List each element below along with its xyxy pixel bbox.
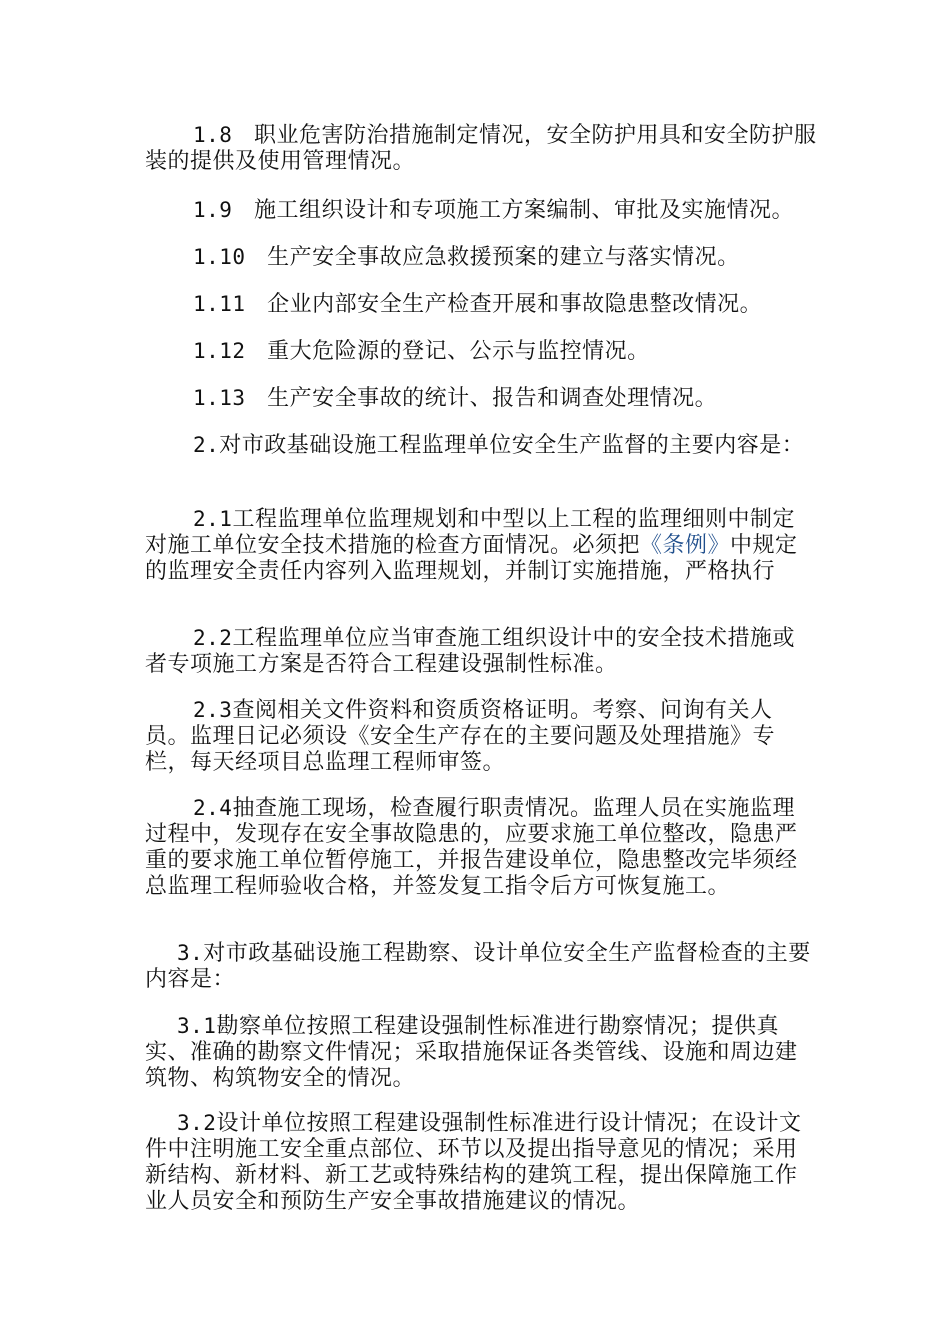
- item-number: 1.12: [193, 339, 268, 363]
- item-text: 职业危害防治措施制定情况，安全防护用具和安全防护服装的提供及使用管理情况。: [145, 123, 817, 174]
- item-number: 1.9: [193, 198, 254, 222]
- item-1-13: [145, 385, 817, 412]
- item-text: 勘察单位按照工程建设强制性标准进行勘察情况；提供真实、准确的勘察文件情况；采取措施保证各类管线、设施和周边建筑物、构筑物安全的情况。: [145, 1014, 798, 1091]
- item-number: 1.13: [193, 386, 268, 410]
- item-text: 设计单位按照工程建设强制性标准进行设计情况；在设计文件中注明施工安全重点部位、环节以及提出指导意见的情况；采用新结构、新材料、新工艺或特殊结构的建筑工程，提出保障施工作业人员安全和预防生产安全事故措施建议的情况。: [145, 1111, 802, 1214]
- item-text: 对市政基础设施工程勘察、设计单位安全生产监督检查的主要内容是：: [145, 941, 811, 992]
- item-number: 2.3: [193, 698, 233, 722]
- item-2-4: [145, 795, 817, 900]
- item-number: 2.1: [193, 507, 233, 531]
- item-text: 抽查施工现场，检查履行职责情况。监理人员在实施监理过程中，发现存在安全事故隐患的，应要求施工单位整改，隐患严重的要求施工单位暂停施工，并报告建设单位，隐患整改完毕须经总监理工程师验收合格，并签发复工指令后方可恢复施工。: [145, 796, 798, 899]
- item-number: 1.8: [193, 123, 254, 147]
- regulation-link[interactable]: 《条例》: [640, 533, 731, 558]
- item-text: 施工组织设计和专项施工方案编制、审批及实施情况。: [253, 198, 794, 223]
- item-text-before: 工程监理单位监理规划和中型以上工程的监理细则中制定对施工单位安全技术措施的检查方面情况。必须把: [145, 507, 795, 558]
- item-text-after: 中规定的监理安全责任内容列入监理规划，并制订实施措施，严格执行: [145, 533, 798, 584]
- section-2-heading: [145, 432, 817, 459]
- item-number: 3.1: [177, 1014, 217, 1038]
- item-1-9: [145, 197, 817, 224]
- item-2-1: [145, 506, 817, 585]
- item-text: 生产安全事故应急救援预案的建立与落实情况。: [267, 245, 740, 270]
- item-number: 3.: [177, 941, 204, 965]
- item-number: 2.: [193, 433, 220, 457]
- item-number: 1.10: [193, 245, 268, 269]
- item-3-2: [145, 1110, 817, 1215]
- item-2-2: [145, 625, 817, 678]
- item-text: 工程监理单位应当审查施工组织设计中的安全技术措施或者专项施工方案是否符合工程建设强制性标准。: [145, 626, 795, 677]
- item-number: 2.4: [193, 796, 233, 820]
- item-1-11: [145, 291, 817, 318]
- item-number: 3.2: [177, 1111, 217, 1135]
- item-1-10: [145, 244, 817, 271]
- item-1-12: [145, 338, 817, 365]
- item-2-3: [145, 697, 817, 776]
- item-text: 对市政基础设施工程监理单位安全生产监督的主要内容是：: [219, 433, 805, 458]
- item-number: 2.2: [193, 626, 233, 650]
- item-text: 查阅相关文件资料和资质资格证明。考察、问询有关人员。监理日记必须设《安全生产存在的主要问题及处理措施》专栏，每天经项目总监理工程师审签。: [145, 698, 776, 775]
- item-text: 企业内部安全生产检查开展和事故隐患整改情况。: [267, 292, 763, 317]
- item-text: 生产安全事故的统计、报告和调查处理情况。: [267, 386, 718, 411]
- section-3-heading: [145, 940, 817, 993]
- item-text: 重大危险源的登记、公示与监控情况。: [267, 339, 650, 364]
- item-number: 1.11: [193, 292, 268, 316]
- item-3-1: [145, 1013, 817, 1092]
- item-1-8: [145, 122, 817, 175]
